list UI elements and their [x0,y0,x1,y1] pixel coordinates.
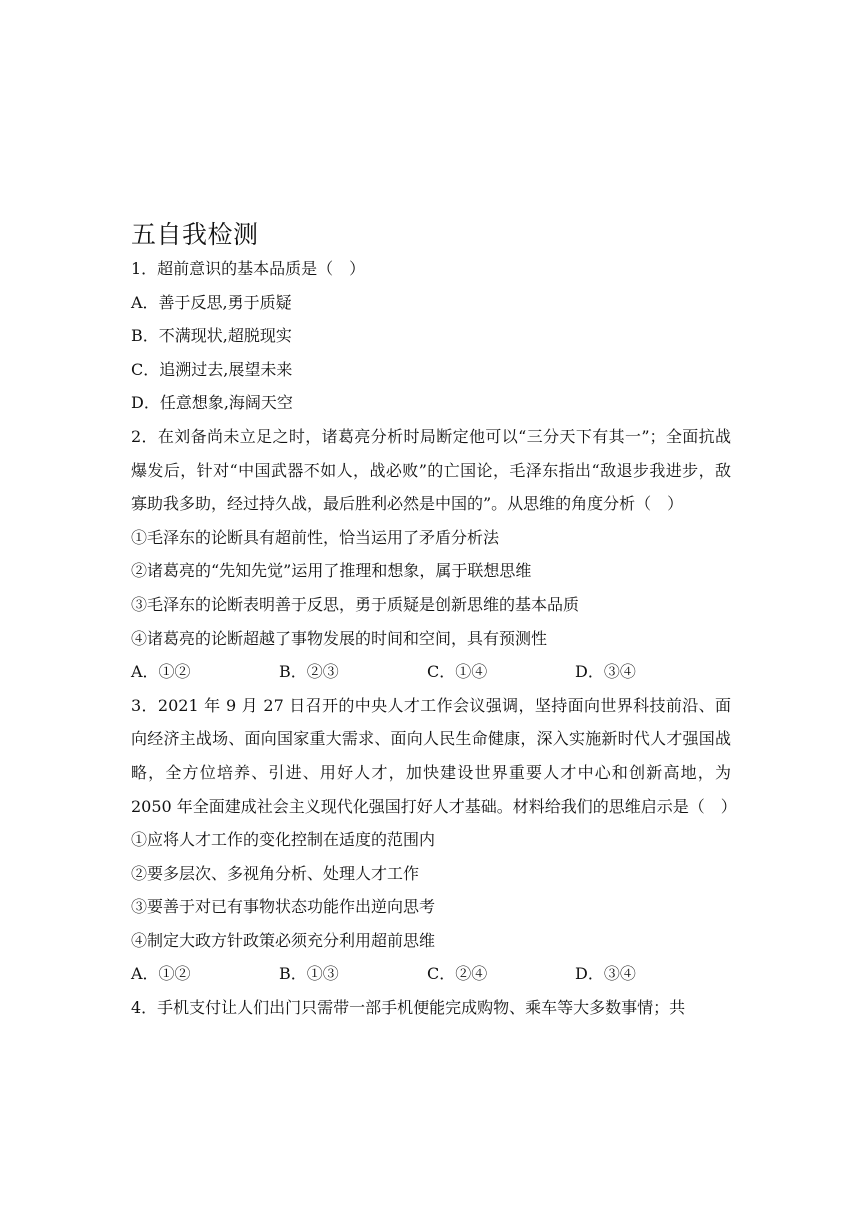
question-1-option-a: A．善于反思,勇于质疑 [131,292,292,312]
question-3 [131,689,737,991]
question-2-statement-3: ③毛泽东的论断表明善于反思，勇于质疑是创新思维的基本品质 [131,594,580,614]
question-3-statement-3: ③要善于对已有事物状态功能作出逆向思考 [131,897,436,917]
self-test-section [131,218,737,1025]
question-3-option-a: A．①② [131,964,191,984]
question-3-options [131,957,731,991]
question-1 [131,252,731,420]
question-2-option-b: B．②③ [279,662,339,682]
section-title: 五自我检测 [131,220,259,249]
question-1-option-d: D．任意想象,海阔天空 [131,393,293,413]
question-2-option-d: D．③④ [575,662,636,682]
question-4-stem: 4．手机支付让人们出门只需带一部手机便能完成购物、乘车等大多数事情；共 [131,998,686,1018]
question-3-option-d: D．③④ [575,964,636,984]
question-2-statement-4: ④诸葛亮的论断超越了事物发展的时间和空间，具有预测性 [131,628,548,648]
question-1-stem: 1．超前意识的基本品质是（ ） [131,259,366,278]
question-1-option-c: C．追溯过去,展望未来 [131,359,293,379]
question-2-statement-1: ①毛泽东的论断具有超前性，恰当运用了矛盾分析法 [131,527,500,547]
question-3-stem: 3．2021 年 9 月 27 日召开的中央人才工作会议强调，坚持面向世界科技前沿、面向经济主战场、面向国家重大需求、面向人民生命健康，深入实施新时代人才强国战略，全方位培养、引进、用好人才，加快建设世界重要人才中心和创新高地，为 2050 年全面建成社会主义现代化强国打好人才基础。材料给我们的思维启示是（ ） [131,695,737,816]
question-2-option-c: C．①④ [427,662,488,682]
question-3-statement-2: ②要多层次、多视角分析、处理人才工作 [131,863,420,883]
question-2-stem: 2．在刘备尚未立足之时，诸葛亮分析时局断定他可以“三分天下有其一”；全面抗战爆发后，针对“中国武器不如人，战必败”的亡国论，毛泽东指出“敌退步我进步，敌寡助我多助，经过持久战，最后胜利必然是中国的”。从思维的角度分析（ ） [131,426,731,514]
question-3-option-b: B．①③ [279,964,339,984]
question-3-statement-4: ④制定大政方针政策必须充分利用超前思维 [131,930,436,950]
question-2-option-a: A．①② [131,662,191,682]
question-3-statement-1: ①应将人才工作的变化控制在适度的范围内 [131,830,436,850]
question-2 [131,420,731,689]
question-4 [131,991,731,1025]
question-2-options [131,655,731,689]
question-3-option-c: C．②④ [427,964,488,984]
question-1-option-b: B．不满现状,超脱现实 [131,326,292,346]
question-2-statement-2: ②诸葛亮的“先知先觉”运用了推理和想象，属于联想思维 [131,561,532,581]
